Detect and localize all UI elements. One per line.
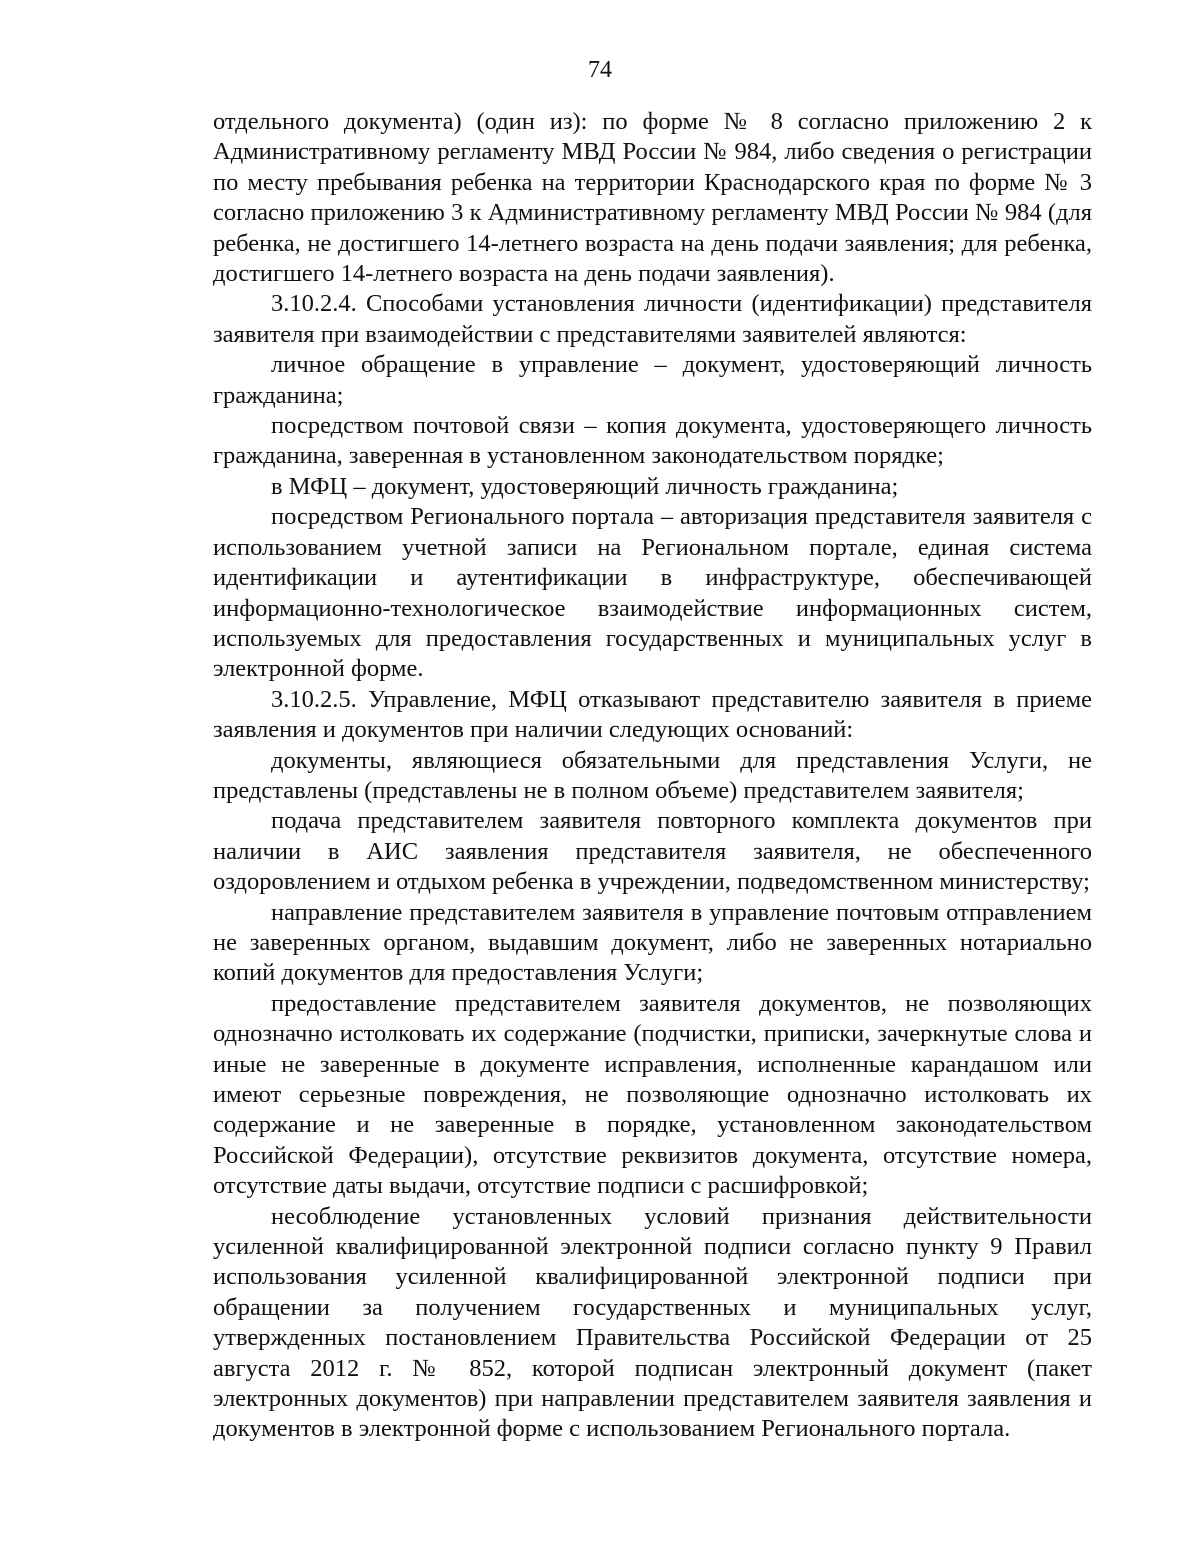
paragraph-3-10-2-5: 3.10.2.5. Управление, МФЦ отказывают представителю заявителя в приеме заявления и документов при наличии следующих оснований: bbox=[213, 685, 1092, 744]
list-item-repeat-submission: подача представителем заявителя повторного комплекта документов при наличии в АИС заявления представителя заявителя, не обеспеченного оздоровлением и отдыхом ребенка в учреждении, подведомственном министерству; bbox=[213, 807, 1092, 896]
list-item-invalid-signature: несоблюдение установленных условий признания действительности усиленной квалифицированной электронной подписи согласно пункту 9 Правил использования усиленной квалифицированной электронной подписи при обращении за получением государственных и муниципальных услуг, утвержденных постановлением Правительства Российской Федерации от 25 августа 2012 г. № 852, которой подписан электронный документ (пакет электронных документов) при направлении представителем заявителя заявления и документов в электронной форме с использованием Регионального портала. bbox=[213, 1202, 1092, 1443]
paragraph-3-10-2-4: 3.10.2.4. Способами установления личности (идентификации) представителя заявителя при взаимодействии с представителями заявителей являются: bbox=[213, 290, 1092, 348]
list-item-missing-documents: документы, являющиеся обязательными для представления Услуги, не представлены (представлены не в полном объеме) представителем заявителя; bbox=[213, 746, 1092, 804]
list-item-mfc: в МФЦ – документ, удостоверяющий личность гражданина; bbox=[271, 472, 899, 500]
document-body bbox=[213, 107, 1092, 1445]
list-item-personal-visit: личное обращение в управление – документ, удостоверяющий личность гражданина; bbox=[213, 351, 1092, 409]
paragraph-continuation: отдельного документа) (один из): по форме № 8 согласно приложению 2 к Административному регламенту МВД России № 984, либо сведения о регистрации по месту пребывания ребенка на территории Краснодарского края по форме № 3 согласно приложению 3 к Административному регламенту МВД России № 984 (для ребенка, не достигшего 14-летнего возраста на день подачи заявления; для ребенка, достигшего 14-летнего возраста на день подачи заявления). bbox=[213, 108, 1092, 288]
list-item-unverified-copies: направление представителем заявителя в управление почтовым отправлением не заверенных органом, выдавшим документ, либо не заверенных нотариально копий документов для предоставления Услуги; bbox=[213, 898, 1092, 987]
page-number: 74 bbox=[588, 57, 612, 83]
list-item-illegible-documents: предоставление представителем заявителя документов, не позволяющих однозначно истолковать их содержание (подчистки, приписки, зачеркнутые слова и иные не заверенные в документе исправления, исполненные карандашом или имеют серьезные повреждения, не позволяющие однозначно истолковать их содержание и не заверенные в порядке, установленном законодательством Российской Федерации), отсутствие реквизитов документа, отсутствие номера, отсутствие даты выдачи, отсутствие подписи с расшифровкой; bbox=[213, 989, 1092, 1200]
list-item-postal: посредством почтовой связи – копия документа, удостоверяющего личность гражданина, заверенная в установленном законодательством порядке; bbox=[213, 412, 1092, 470]
list-item-regional-portal: посредством Регионального портала – авторизация представителя заявителя с использованием учетной записи на Региональном портале, единая система идентификации и аутентификации в инфраструктуре, обеспечивающей информационно-технологическое взаимодействие информационных систем, используемых для предоставления государственных и муниципальных услуг в электронной форме. bbox=[213, 503, 1092, 683]
